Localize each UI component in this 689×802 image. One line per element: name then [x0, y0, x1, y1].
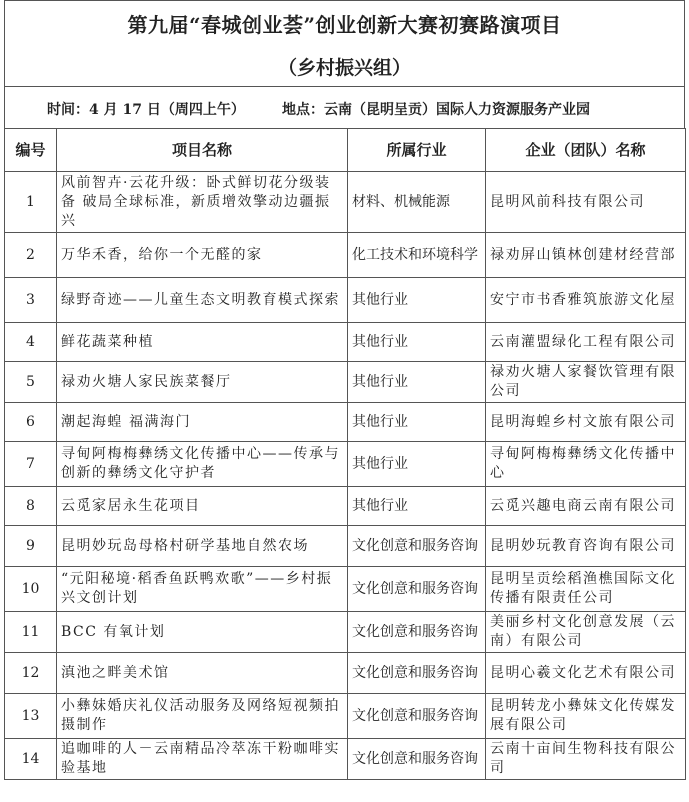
cell-no: 7 — [5, 442, 57, 487]
cell-no: 4 — [5, 323, 57, 362]
cell-industry: 材料、机械能源 — [348, 172, 486, 233]
cell-company: 昆明转龙小彝妹文化传媒发展有限公司 — [486, 694, 686, 739]
cell-company: 昆明心羲文化艺术有限公司 — [486, 653, 686, 694]
cell-industry: 其他行业 — [348, 362, 486, 403]
table-body — [5, 172, 686, 780]
table-row — [5, 233, 686, 278]
table-row — [5, 739, 686, 780]
cell-industry: 其他行业 — [348, 487, 486, 526]
column-header-company: 企业（团队）名称 — [486, 129, 686, 172]
table-row — [5, 278, 686, 323]
cell-project: 万华禾香，给你一个无醛的家 — [57, 233, 348, 278]
cell-no: 1 — [5, 172, 57, 233]
cell-industry: 文化创意和服务咨询 — [348, 694, 486, 739]
document-subtitle: （乡村振兴组） — [277, 57, 411, 79]
document-sheet — [4, 0, 685, 802]
event-location: 地点：云南（昆明呈贡）国际人力资源服务产业园 — [282, 102, 590, 118]
cell-company: 美丽乡村文化创意发展（云南）有限公司 — [486, 612, 686, 653]
table-header-row — [5, 129, 686, 172]
cell-no: 11 — [5, 612, 57, 653]
cell-project: BCC 有氧计划 — [57, 612, 348, 653]
cell-project: 潮起海蝗 福满海门 — [57, 403, 348, 442]
cell-project: 禄劝火塘人家民族菜餐厅 — [57, 362, 348, 403]
cell-no: 12 — [5, 653, 57, 694]
cell-no: 5 — [5, 362, 57, 403]
cell-industry: 文化创意和服务咨询 — [348, 526, 486, 567]
cell-no: 14 — [5, 739, 57, 780]
cell-company: 昆明海蝗乡村文旅有限公司 — [486, 403, 686, 442]
cell-no: 2 — [5, 233, 57, 278]
cell-company: 禄劝火塘人家餐饮管理有限公司 — [486, 362, 686, 403]
cell-industry: 其他行业 — [348, 323, 486, 362]
cell-no: 8 — [5, 487, 57, 526]
cell-no: 13 — [5, 694, 57, 739]
title-box — [4, 0, 685, 87]
table-row — [5, 567, 686, 612]
cell-project: 小彝妹婚庆礼仪活动服务及网络短视频拍摄制作 — [57, 694, 348, 739]
cell-company: 安宁市书香雅筑旅游文化屋 — [486, 278, 686, 323]
cell-industry: 其他行业 — [348, 278, 486, 323]
table-row — [5, 362, 686, 403]
cell-project: 绿野奇迹——儿童生态文明教育模式探索 — [57, 278, 348, 323]
cell-industry: 其他行业 — [348, 403, 486, 442]
cell-company: 寻甸阿梅梅彝绣文化传播中心 — [486, 442, 686, 487]
event-time: 时间：4 月 17 日（周四上午） — [47, 102, 245, 118]
cell-no: 3 — [5, 278, 57, 323]
cell-company: 云南灌盟绿化工程有限公司 — [486, 323, 686, 362]
cell-project: 追咖啡的人－云南精品冷萃冻干粉咖啡实验基地 — [57, 739, 348, 780]
cell-industry: 文化创意和服务咨询 — [348, 739, 486, 780]
cell-project: 云觅家居永生花项目 — [57, 487, 348, 526]
cell-project: “元阳秘境·稻香鱼跃鸭欢歌”——乡村振兴文创计划 — [57, 567, 348, 612]
table-row — [5, 403, 686, 442]
cell-no: 6 — [5, 403, 57, 442]
cell-company: 昆明妙玩教育咨询有限公司 — [486, 526, 686, 567]
cell-industry: 文化创意和服务咨询 — [348, 567, 486, 612]
cell-company: 云觅兴趣电商云南有限公司 — [486, 487, 686, 526]
table-row — [5, 172, 686, 233]
table-row — [5, 653, 686, 694]
cell-company: 昆明呈贡绘稻渔樵国际文化传播有限责任公司 — [486, 567, 686, 612]
cell-project: 风前智卉·云花升级：卧式鲜切花分级装备 破局全球标准，新质增效擎动边疆振兴 — [57, 172, 348, 233]
table-row — [5, 442, 686, 487]
cell-industry: 化工技术和环境科学 — [348, 233, 486, 278]
cell-project: 昆明妙玩岛母格村研学基地自然农场 — [57, 526, 348, 567]
table-row — [5, 694, 686, 739]
column-header-industry: 所属行业 — [348, 129, 486, 172]
table-row — [5, 323, 686, 362]
cell-no: 9 — [5, 526, 57, 567]
table-row — [5, 526, 686, 567]
cell-company: 云南十亩间生物科技有限公司 — [486, 739, 686, 780]
project-table — [4, 128, 686, 780]
column-header-no: 编号 — [5, 129, 57, 172]
column-header-project: 项目名称 — [57, 129, 348, 172]
cell-industry: 文化创意和服务咨询 — [348, 653, 486, 694]
cell-no: 10 — [5, 567, 57, 612]
cell-industry: 其他行业 — [348, 442, 486, 487]
table-row — [5, 612, 686, 653]
cell-company: 昆明风前科技有限公司 — [486, 172, 686, 233]
cell-project: 鲜花蔬菜种植 — [57, 323, 348, 362]
info-row — [4, 86, 685, 129]
document-title: 第九届“春城创业荟”创业创新大赛初赛路演项目 — [127, 13, 562, 37]
table-row — [5, 487, 686, 526]
cell-industry: 文化创意和服务咨询 — [348, 612, 486, 653]
cell-company: 禄劝屏山镇林创建材经营部 — [486, 233, 686, 278]
cell-project: 滇池之畔美术馆 — [57, 653, 348, 694]
cell-project: 寻甸阿梅梅彝绣文化传播中心——传承与创新的彝绣文化守护者 — [57, 442, 348, 487]
